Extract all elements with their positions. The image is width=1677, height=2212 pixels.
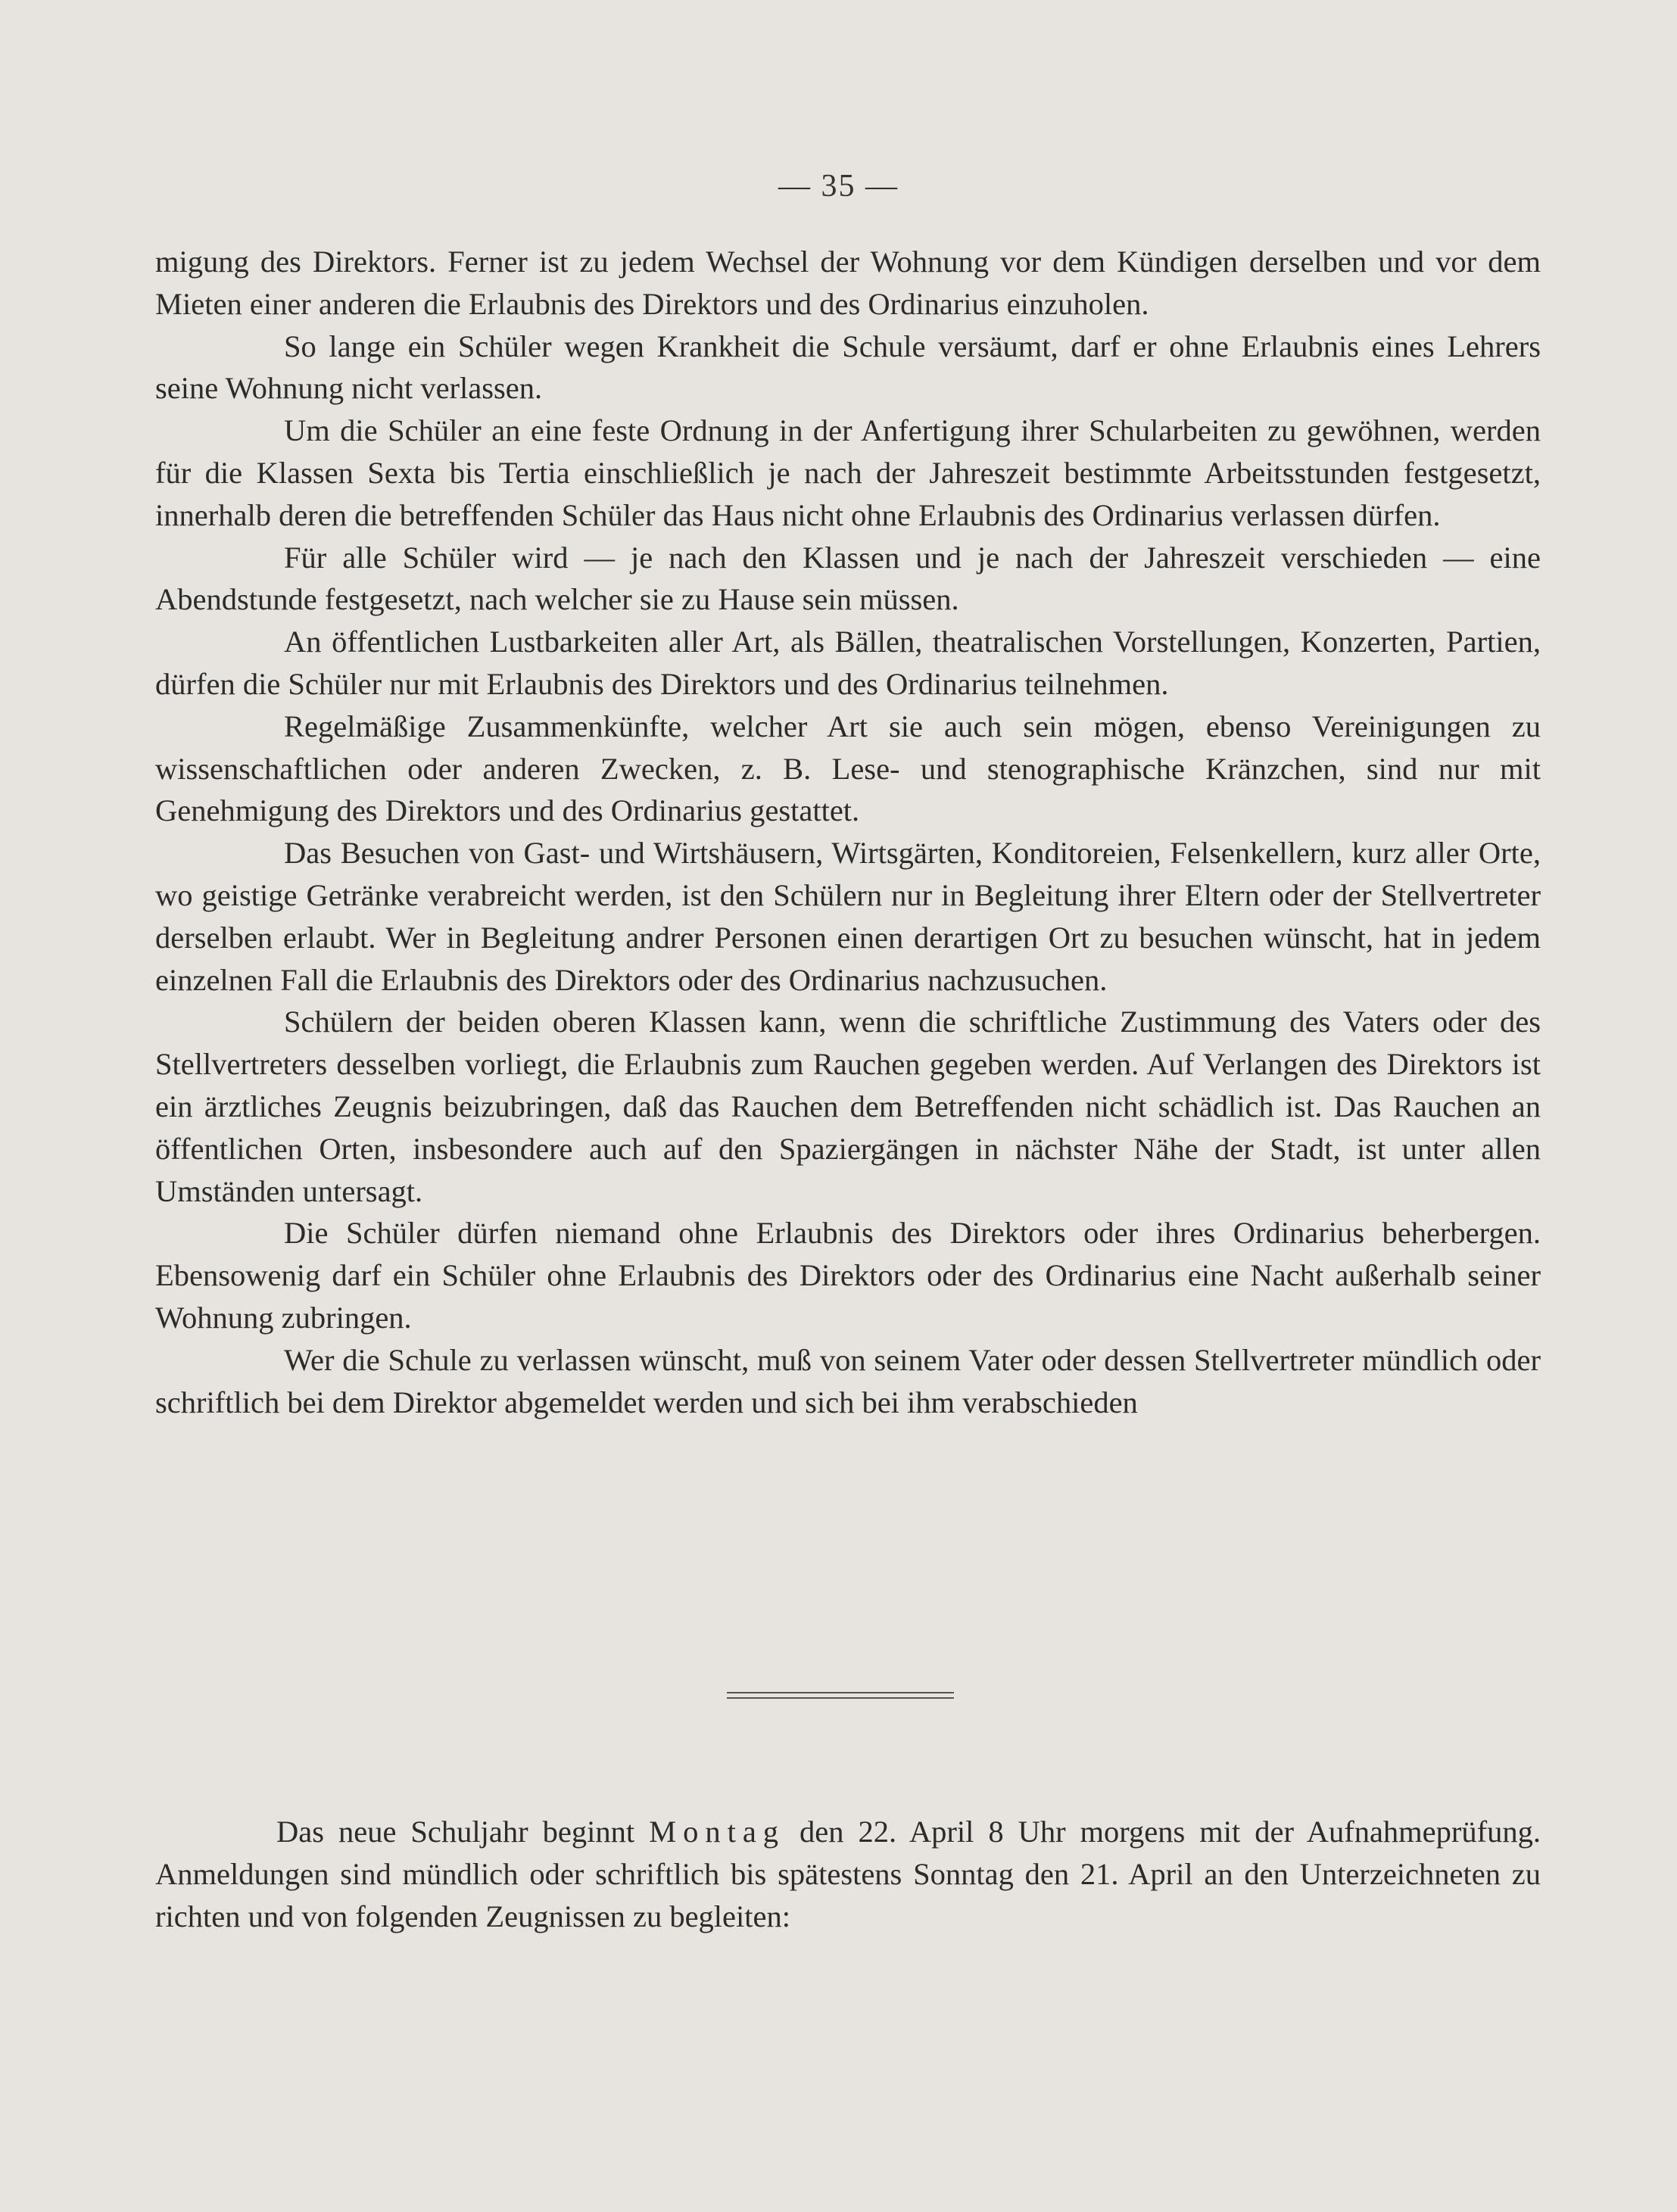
- announcement-rest: den 22. April 8 Uhr morgens mit der Aufnahmeprüfung. Anmeldungen sind mündlich oder schriftlich bis spätestens Sonntag den 21. April an den Unterzeichneten zu richten und von folgenden Zeugnissen zu begleiten:: [155, 1815, 1541, 1933]
- double-rule-divider: [727, 1692, 954, 1701]
- paragraph-leaving-school: Wer die Schule zu verlassen wünscht, muß von seinem Vater oder dessen Stellvertreter mündlich oder schriftlich bei dem Direktor abgemeldet werden und sich bei ihm verabschieden: [155, 1342, 1541, 1419]
- announcement-weekday: Montag: [649, 1815, 786, 1849]
- paragraph-evening-hour: Für alle Schüler wird — je nach den Klassen und je nach der Jahreszeit verschieden — eine Abendstunde festgesetzt, nach welcher sie zu Hause sein müssen.: [155, 540, 1541, 617]
- paragraph-taverns: Das Besuchen von Gast- und Wirtshäusern, Wirtsgärten, Konditoreien, Felsenkellern, kurz aller Orte, wo geistige Getränke verabreicht werden, ist den Schülern nur in Begleitung ihrer Eltern oder der Stellvertreter derselben erlaubt. Wer in Begleitung andrer Personen einen derartigen Ort zu besuchen wünscht, hat in jedem einzelnen Fall die Erlaubnis des Direktors oder des Ordinarius nachzusuchen.: [155, 836, 1541, 997]
- rules-text: [155, 241, 1541, 1423]
- paragraph-illness: So lange ein Schüler wegen Krankheit die Schule versäumt, darf er ohne Erlaubnis eines Lehrers seine Wohnung nicht verlassen.: [155, 329, 1541, 406]
- rule-line-bottom: [727, 1697, 954, 1699]
- paragraph-study-hours: Um die Schüler an eine feste Ordnung in der Anfertigung ihrer Schularbeiten zu gewöhnen, werden für die Klassen Sexta bis Tertia einschließlich je nach der Jahreszeit bestimmte Arbeitsstunden festgesetzt, innerhalb deren die betreffenden Schüler das Haus nicht ohne Erlaubnis des Ordinarius verlassen dürfen.: [155, 413, 1541, 532]
- paragraph-housing-change: migung des Direktors. Ferner ist zu jedem Wechsel der Wohnung vor dem Kündigen derselben und vor dem Mieten einer anderen die Erlaubnis des Direktors und des Ordinarius einzuholen.: [155, 245, 1541, 321]
- rule-line-top: [727, 1692, 954, 1693]
- paragraph-smoking: Schülern der beiden oberen Klassen kann, wenn die schriftliche Zustimmung des Vaters oder des Stellvertreters desselben vorliegt, die Erlaubnis zum Rauchen gegeben werden. Auf Verlangen des Direktors ist ein ärztliches Zeugnis beizubringen, daß das Rauchen dem Betreffenden nicht schädlich ist. Das Rauchen an öffentlichen Orten, insbesondere auch auf den Spaziergängen in nächster Nähe der Stadt, ist unter allen Umständen untersagt.: [155, 1005, 1541, 1208]
- page-number: — 35 —: [778, 169, 899, 204]
- paragraph-lodging: Die Schüler dürfen niemand ohne Erlaubnis des Direktors oder ihres Ordinarius beherbergen. Ebensowenig darf ein Schüler ohne Erlaubnis des Direktors oder des Ordinarius eine Nacht außerhalb seiner Wohnung zubringen.: [155, 1216, 1541, 1335]
- paragraph-public-events: An öffentlichen Lustbarkeiten aller Art, als Bällen, theatralischen Vorstellungen, Konzerten, Partien, dürfen die Schüler nur mit Erlaubnis des Direktors und des Ordinarius teilnehmen.: [155, 625, 1541, 701]
- announcement-paragraph: [155, 1811, 1541, 1938]
- paragraph-associations: Regelmäßige Zusammenkünfte, welcher Art sie auch sein mögen, ebenso Vereinigungen zu wissenschaftlichen oder anderen Zwecken, z. B. Lese- und stenographische Kränzchen, sind nur mit Genehmigung des Direktors und des Ordinarius gestattet.: [155, 709, 1541, 828]
- school-year-announcement: [155, 1811, 1541, 1938]
- announcement-start: Das neue Schuljahr beginnt: [276, 1815, 650, 1849]
